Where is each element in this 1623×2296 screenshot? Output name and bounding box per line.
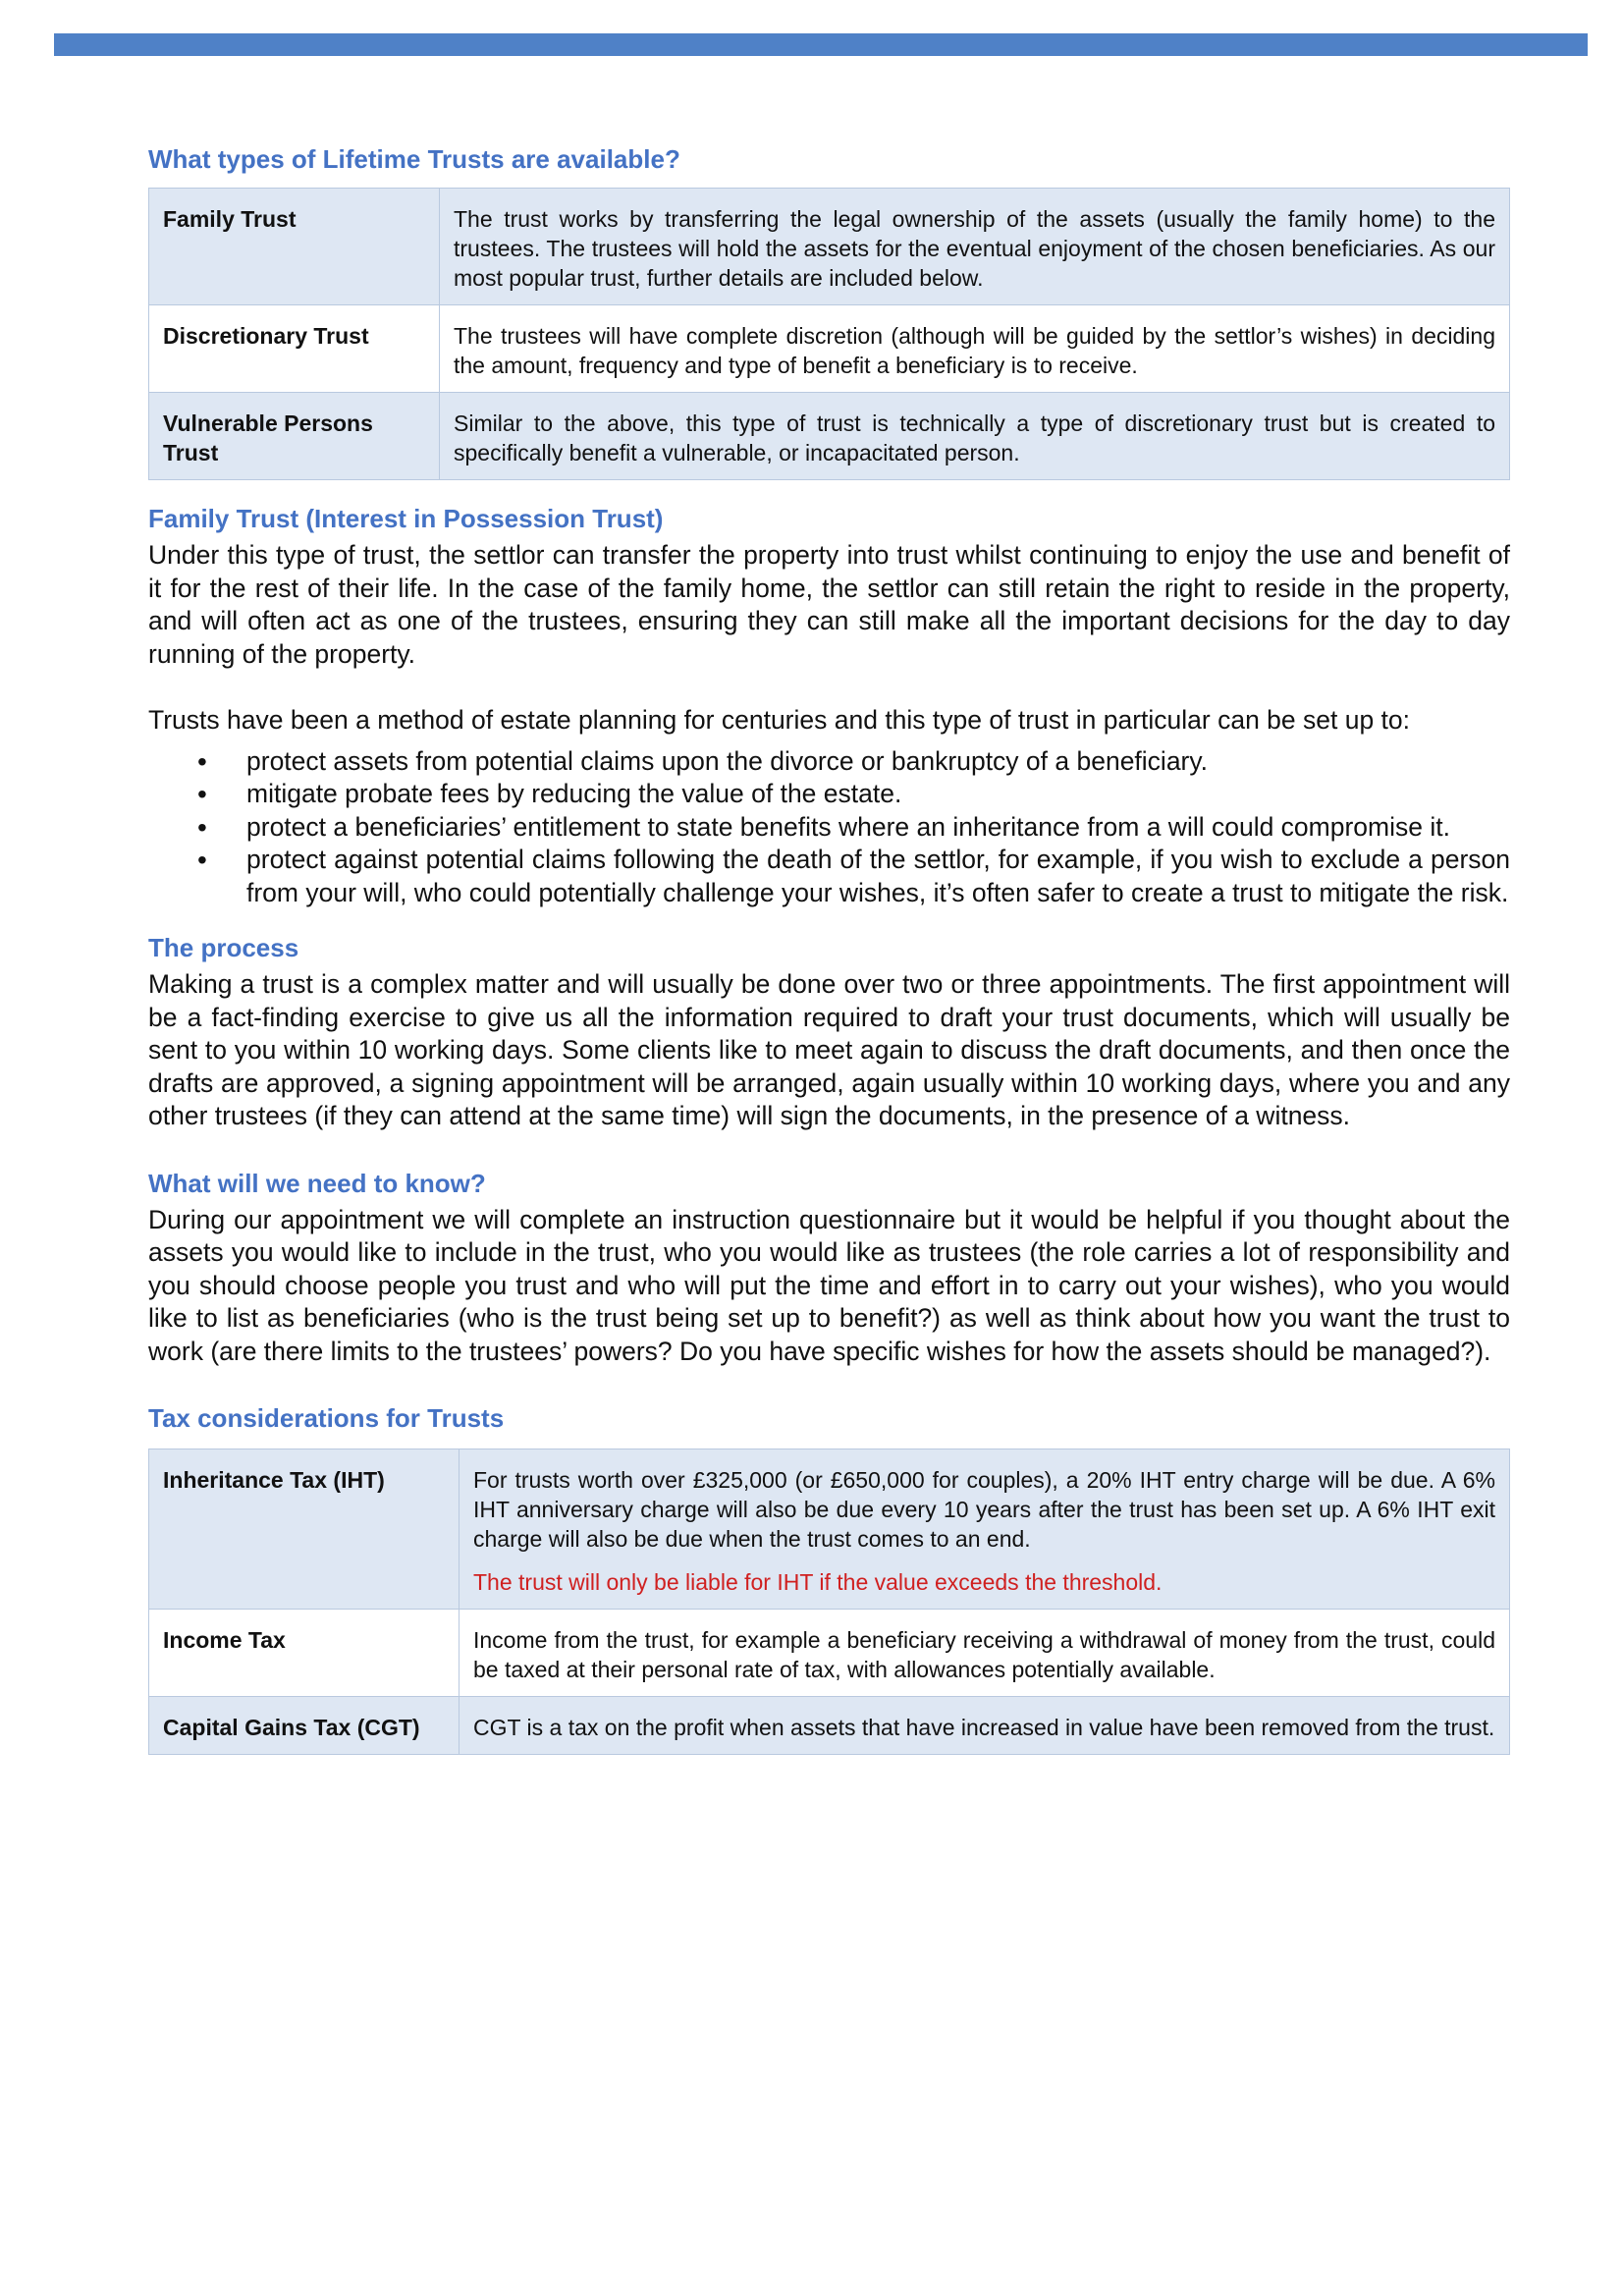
table-row	[149, 393, 1510, 480]
tax-description: CGT is a tax on the profit when assets that have increased in value have been removed from the trust.	[460, 1697, 1510, 1755]
list-item: • protect against potential claims following the death of the settlor, for example, if you wish to exclude a person from your will, who could potentially challenge your wishes, it’s often safer to create a trust to mitigate the risk.	[148, 844, 1510, 909]
tax-description	[460, 1449, 1510, 1610]
family-trust-intro: Trusts have been a method of estate planning for centuries and this type of trust in particular can be set up to:	[148, 705, 1411, 735]
trust-type-description: Similar to the above, this type of trust is technically a type of discretionary trust but is created to specifically benefit a vulnerable, or incapacitated person.	[440, 393, 1510, 480]
list-item: • mitigate probate fees by reducing the value of the estate.	[148, 778, 1510, 811]
family-trust-paragraph: Under this type of trust, the settlor can transfer the property into trust whilst continuing to enjoy the use and benefit of it for the rest of their life. In the case of the family home, the settlor can still retain the right to reside in the property, and will often act as one of the trustees, ensuring they can still make all the important decisions for the day to day running of the property.	[148, 540, 1510, 669]
trust-types-heading: What types of Lifetime Trusts are available?	[148, 144, 680, 174]
tax-table	[148, 1449, 1510, 1755]
trust-types-table	[148, 188, 1510, 480]
header-accent-bar	[54, 33, 1588, 56]
process-heading: The process	[148, 933, 299, 962]
family-trust-heading: Family Trust (Interest in Possession Trust)	[148, 504, 664, 533]
table-row	[149, 1610, 1510, 1697]
tax-description-text: For trusts worth over £325,000 (or £650,000 for couples), a 20% IHT entry charge will be due. A 6% IHT anniversary charge will also be due every 10 years after the trust has been set up. A 6% IHT exit charge will also be due when the trust comes to an end.	[473, 1467, 1495, 1552]
tax-label: Inheritance Tax (IHT)	[149, 1449, 460, 1610]
trust-type-description: The trust works by transferring the legal ownership of the assets (usually the family home) to the trustees. The trustees will hold the assets for the eventual enjoyment of the chosen beneficiaries. As our most popular trust, further details are included below.	[440, 189, 1510, 305]
tax-heading: Tax considerations for Trusts	[148, 1403, 505, 1433]
tax-description: Income from the trust, for example a beneficiary receiving a withdrawal of money from the trust, could be taxed at their personal rate of tax, with allowances potentially available.	[460, 1610, 1510, 1697]
tax-label: Income Tax	[149, 1610, 460, 1697]
process-paragraph: Making a trust is a complex matter and will usually be done over two or three appointments. The first appointment will be a fact-finding exercise to give us all the information required to draft your trust documents, which will usually be sent to you within 10 working days. Some clients like to meet again to discuss the draft documents, and then once the drafts are approved, a signing appointment will be arranged, again usually within 10 working days, where you and any other trustees (if they can attend at the same time) will sign the documents, in the presence of a witness.	[148, 969, 1510, 1130]
need-to-know-paragraph: During our appointment we will complete an instruction questionnaire but it would be helpful if you thought about the assets you would like to include in the trust, who you would like as trustees (the role carries a lot of responsibility and you should choose people you trust and who will put the time and effort in to carry out your wishes), who you would like to list as beneficiaries (who is the trust being set up to benefit?) as well as think about how you want the trust to work (are there limits to the trustees’ powers? Do you have specific wishes for how the assets should be managed?).	[148, 1204, 1510, 1366]
trust-type-label: Discretionary Trust	[149, 305, 440, 393]
document-body	[148, 142, 1510, 1755]
trust-type-label: Family Trust	[149, 189, 440, 305]
tax-label: Capital Gains Tax (CGT)	[149, 1697, 460, 1755]
tax-threshold-note: The trust will only be liable for IHT if the value exceeds the threshold.	[473, 1569, 1163, 1595]
table-row	[149, 305, 1510, 393]
table-row	[149, 1449, 1510, 1610]
need-to-know-heading: What will we need to know?	[148, 1168, 486, 1198]
table-row	[149, 1697, 1510, 1755]
table-row	[149, 189, 1510, 305]
trust-type-label: Vulnerable Persons Trust	[149, 393, 440, 480]
family-trust-bullet-list	[148, 745, 1510, 910]
trust-type-description: The trustees will have complete discretion (although will be guided by the settlor’s wishes) in deciding the amount, frequency and type of benefit a beneficiary is to receive.	[440, 305, 1510, 393]
list-item: • protect assets from potential claims upon the divorce or bankruptcy of a beneficiary.	[148, 745, 1510, 779]
list-item: • protect a beneficiaries’ entitlement to state benefits where an inheritance from a will could compromise it.	[148, 811, 1510, 845]
